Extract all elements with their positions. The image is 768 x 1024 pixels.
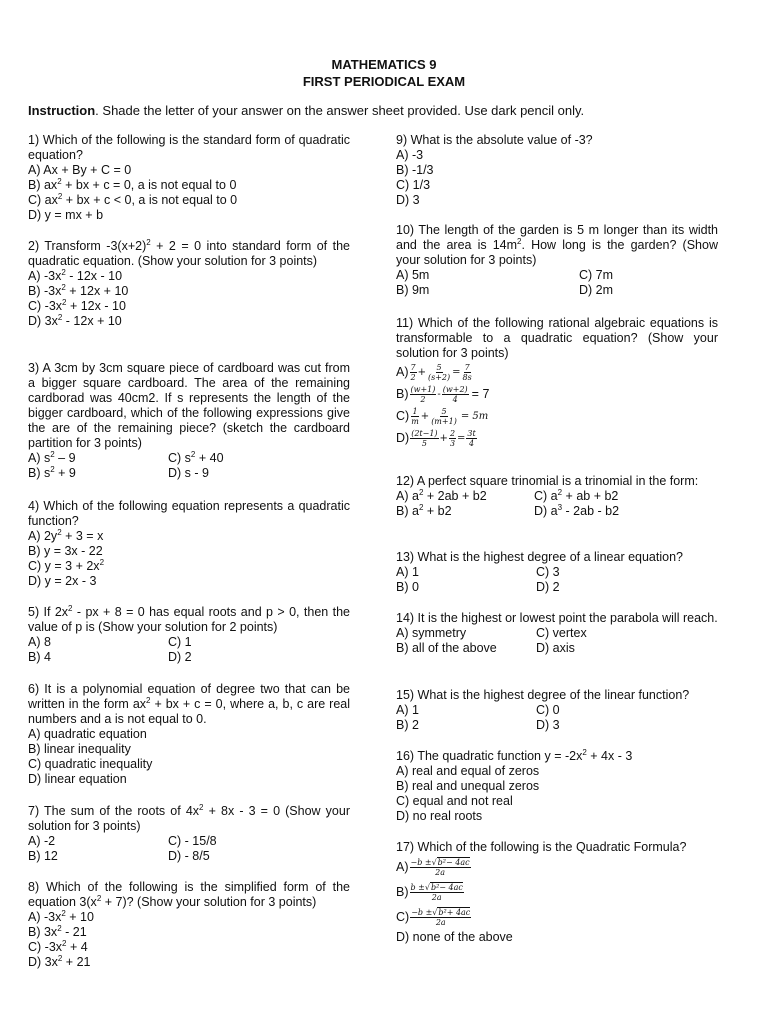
question-2 [28,239,350,329]
fraction: $\frac{2}{3}$ [449,428,456,448]
options-row [28,650,350,665]
question-text: 11) Which of the following rational algebraic equations is transformable to a quadratic equation? (Show your solution for 3 points) [396,316,718,360]
option-b: B) $s^2 + 9$ [28,465,76,480]
option-a: A) $\frac{7}{2}$ + $\frac{5}{(s+2)}$ = $\frac{7}{8s}$ [396,362,472,382]
option-d: D) 3 [396,193,420,207]
question-text: 7) The sum of the roots of $4x^2 + 8x - 3 = 0$ (Show your solution for 3 points) [28,803,350,833]
question-text: 16) The quadratic function $y = -2x^2 + 4x - 3$ [396,748,633,763]
options-row [396,641,718,656]
formula-fraction: $\frac{\text{−b ±√b²+ 4ac}}{2a}$ [411,908,471,927]
option-a: A) 8 [28,635,51,649]
option-d: D) 2m [579,283,614,297]
option-c: C) $-3x^2 + 4$ [28,939,88,954]
fraction: $\frac{5}{(m+1)}$ [431,406,457,426]
fraction: $\frac{3t}{4}$ [467,428,476,448]
option-b: B) 2 [396,718,419,732]
question-text: 10) The length of the garden is 5 m longer than its width and the area is $14m^2$. How long is the garden? (Show your solution for 3 points) [396,223,718,267]
option-d: D) axis [536,641,575,655]
option-b: B) $-3x^2 + 12x + 10$ [28,283,129,298]
question-text: 3) A 3cm by 3cm square piece of cardboard was cut from a bigger square cardboard. The area of the remaining cardborad was 40cm2. If s represents the length of the bigger cardboard, which of the following expressions give the are of the remaining piece? (sketch the cardboard partition for 3 points) [28,361,350,450]
question-text: 12) A perfect square trinomial is a trinomial in the form: [396,474,699,488]
option-a: A) Ax + By + C = 0 [28,163,132,177]
instruction [28,103,748,118]
options-row [396,283,718,298]
question-13 [396,550,718,595]
question-9 [396,133,718,208]
question-text: 8) Which of the following is the simplified form of the equation $3(x^2 + 7)$? (Show your solution for 3 points) [28,880,350,909]
question-7 [28,804,350,864]
option-b: B) all of the above [396,641,497,655]
question-11 [396,316,718,449]
option-b: B) $3x^2 - 21$ [28,924,87,939]
option-d: D) y = mx + b [28,208,104,222]
option-d: D) y = 2x - 3 [28,574,97,588]
option-c: C) $s^2 + 40$ [168,450,224,465]
question-15 [396,688,718,733]
option-a: A) $a^2 + 2ab + b2$ [396,488,487,503]
option-a: A) -3 [396,148,424,162]
options-row [396,626,718,641]
fraction: $\frac{1}{m}$ [411,406,419,426]
option-d: D) $a^3 - 2ab - b2$ [534,503,620,518]
options-row [396,268,718,283]
options-row [396,504,718,519]
question-4 [28,499,350,589]
formula-fraction: $\frac{\text{−b ±√b²− 4ac}}{2a}$ [410,858,470,877]
option-c: C) 1 [168,635,192,649]
option-b: B) 9m [396,283,430,297]
options-row [396,489,718,504]
question-17 [396,840,718,945]
option-b: B) y = 3x - 22 [28,544,103,558]
option-c: C) 0 [536,703,560,717]
question-text: 6) It is a polynomial equation of degree two that can be written in the form $ax^2$ + bx + c = 0, where a, b, c are real numbers and a is not equal to 0. [28,682,351,726]
option-d: D) s - 9 [168,466,209,480]
question-1 [28,133,350,223]
option-c: C) equal and not real [396,794,513,808]
fraction: $\frac{5}{(s+2)}$ [427,362,451,382]
option-d: D) linear equation [28,772,127,786]
options-row [28,635,350,650]
option-a: A) 5m [396,268,430,282]
option-d: D) no real roots [396,809,483,823]
fraction: $\frac{(w+1)}{2}$ [410,384,436,404]
question-text: 13) What is the highest degree of a linear equation? [396,550,683,564]
option-b: B) 0 [396,580,419,594]
option-d: D) $\frac{(2t-1)}{5}$ + $\frac{2}{3}$ = $\frac{3t}{4}$ [396,428,476,448]
question-5 [28,605,350,665]
option-a: A) symmetry [396,626,467,640]
options-row [396,703,718,718]
question-8 [28,880,350,970]
question-6 [28,682,350,787]
question-16 [396,749,718,824]
option-b: B) linear inequality [28,742,131,756]
option-a: A) $-3x^2 + 10$ [28,909,94,924]
options-row [396,565,718,580]
option-b: B) $\frac{\text{b ±√b²− 4ac}}{2a}$ [396,883,463,902]
option-c: C) 7m [579,268,614,282]
option-d: D) $3x^2 + 21$ [28,954,91,969]
fraction: $\frac{(w+2)}{4}$ [442,384,468,404]
option-c: C) $\frac{\text{−b ±√b²+ 4ac}}{2a}$ [396,908,471,927]
options-row [28,834,350,849]
fraction: $\frac{7}{8s}$ [462,362,472,382]
option-a: A) -2 [28,834,56,848]
question-text: 9) What is the absolute value of -3? [396,133,593,147]
option-c: C) $\frac{1}{m}$ + $\frac{5}{(m+1)}$ = 5m [396,406,489,426]
question-10 [396,223,718,298]
option-c: C) - 15/8 [168,834,217,848]
option-b: B) 4 [28,650,51,664]
option-c: C) 3 [536,565,560,579]
option-a: A) quadratic equation [28,727,147,741]
question-12 [396,474,718,519]
option-d: D) 2 [168,650,192,664]
question-text: 2) Transform $-3(x+2)^2 + 2 = 0$ into standard form of the quadratic equation. (Show your solution for 3 points) [28,238,350,268]
option-b: B) -1/3 [396,163,434,177]
option-c: C) $-3x^2 + 12x - 10$ [28,298,126,313]
question-14 [396,611,718,656]
fraction: $\frac{(2t-1)}{5}$ [411,428,438,448]
option-b: B) 12 [28,849,58,863]
option-a: A) $-3x^2 - 12x - 10$ [28,268,123,283]
exam-title: FIRST PERIODICAL EXAM [302,74,466,89]
option-d: D) 2 [536,580,560,594]
option-d: D) 3 [536,718,560,732]
option-a: A) 1 [396,565,419,579]
question-3 [28,361,350,481]
option-c: C) $y = 3 + 2x^2$ [28,558,105,573]
option-a: A) $\frac{\text{−b ±√b²− 4ac}}{2a}$ [396,858,470,877]
question-text: 5) If $2x^2$ - px + 8 = 0 has equal roots and p > 0, then the value of p is (Show your solution for 2 points) [28,604,350,634]
formula-fraction: $\frac{\text{b ±√b²− 4ac}}{2a}$ [410,883,463,902]
option-a: A) real and equal of zeros [396,764,540,778]
options-row [396,718,718,733]
option-b: B) $\frac{(w+1)}{2}$ - $\frac{(w+2)}{4}$ = 7 [396,384,490,404]
exam-subject: MATHEMATICS 9 [331,57,437,72]
option-d: D) $3x^2 - 12x + 10$ [28,313,122,328]
option-c: C) vertex [536,626,587,640]
instruction-text: . Shade the letter of your answer on the answer sheet provided. Use dark pencil only. [95,103,585,118]
instruction-label: Instruction [28,103,96,118]
option-d: D) none of the above [396,930,513,944]
option-c: C) quadratic inequality [28,757,153,771]
option-a: A) 1 [396,703,419,717]
options-row [28,451,350,466]
option-a: A) $s^2 - 9$ [28,450,76,465]
options-row [28,849,350,864]
question-text: 14) It is the highest or lowest point the parabola will reach. [396,611,718,625]
question-text: 4) Which of the following equation represents a quadratic function? [28,499,350,528]
option-d: D) - 8/5 [168,849,210,863]
question-text: 15) What is the highest degree of the linear function? [396,688,690,702]
option-a: A) $2y^2 + 3 = x$ [28,528,104,543]
option-c: C) $a^2$ + ab + b2 [534,488,619,503]
option-b: B) $ax^2$ + bx + c = 0, a is not equal to 0 [28,177,237,192]
question-text: 17) Which of the following is the Quadratic Formula? [396,840,687,854]
option-b: B) $a^2 + b2$ [396,503,452,518]
option-c: C) $ax^2$ + bx + c < 0, a is not equal to 0 [28,192,238,207]
option-b: B) real and unequal zeros [396,779,540,793]
option-c: C) 1/3 [396,178,431,192]
options-row [396,580,718,595]
fraction: $\frac{7}{2}$ [410,362,416,382]
options-row [28,466,350,481]
question-text: 1) Which of the following is the standard form of quadratic equation? [28,133,350,162]
